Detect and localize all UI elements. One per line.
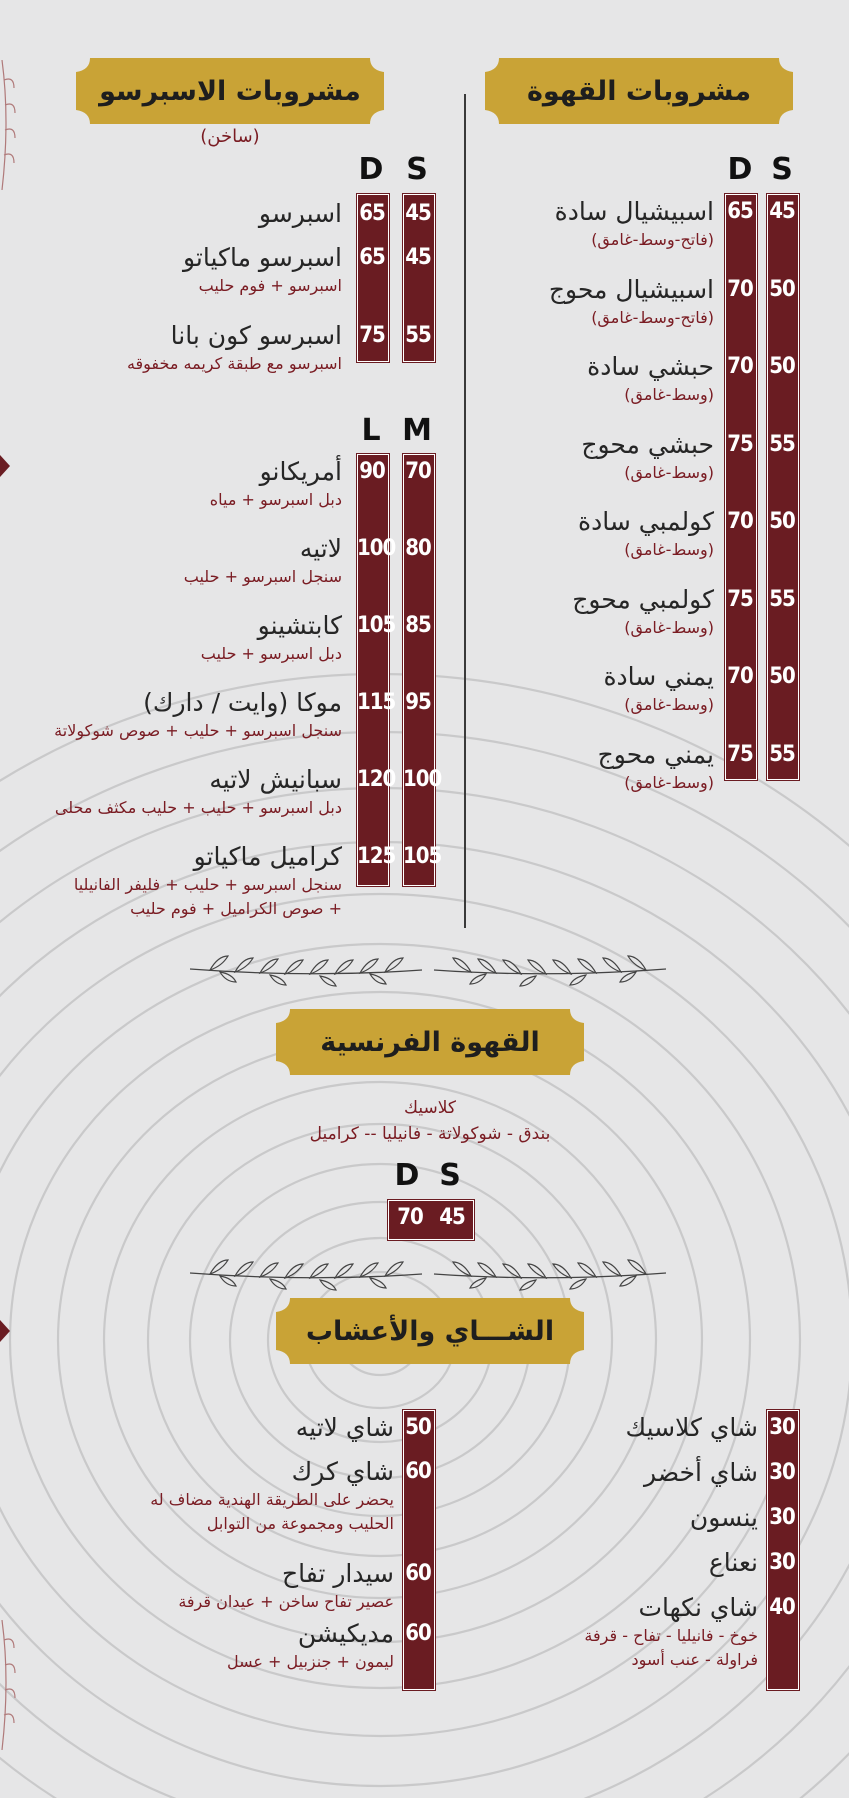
coffee-item-name: يمني محوج [597, 739, 714, 769]
coffee-price-s: 55 [769, 741, 795, 767]
espresso-item-description: سنجل اسبرسو + حليب + فليفر الفانيليا [73, 875, 342, 894]
espresso-item-description: سنجل اسبرسو + حليب + صوص شوكولاتة [54, 721, 342, 740]
coffee-item-options: (وسط-غامق) [624, 462, 714, 482]
tea-menu-item [178, 1558, 394, 1614]
tea-price: 30 [769, 1550, 795, 1575]
tea-item-name: شاي كرك [291, 1457, 394, 1486]
tea-price: 60 [405, 1459, 431, 1484]
espresso-item-description: سنجل اسبرسو + حليب [183, 567, 342, 586]
coffee-menu-item [587, 351, 714, 407]
tea-item-name: سيدار تفاح [282, 1559, 394, 1588]
tea-item-name: شاي أخضر [644, 1458, 758, 1487]
tea-price: 60 [405, 1621, 431, 1646]
coffee-title-text: مشروبات القهوة [526, 75, 752, 107]
coffee-price-d: 70 [727, 509, 753, 534]
tea-menu-item [626, 1412, 758, 1444]
espresso-menu-item [74, 841, 342, 921]
coffee-size-header-s: S [771, 152, 793, 187]
tea-left-price-strip [403, 1410, 435, 1690]
tea-item-description: ليمون + جنزبيل + عسل [226, 1652, 394, 1671]
tea-menu-item [296, 1412, 394, 1444]
espresso-menu-item [201, 610, 342, 666]
tea-menu-item [690, 1502, 758, 1534]
tea-item-name: ينسون [689, 1503, 758, 1532]
tea-price: 50 [405, 1415, 431, 1440]
tea-item-name: شاي كلاسيك [625, 1413, 758, 1442]
espresso-item-name: كابتشينو [257, 611, 342, 640]
coffee-section-title [485, 58, 793, 124]
laurel-divider [190, 1254, 666, 1292]
coffee-price-s: 50 [769, 276, 795, 302]
coffee-price-d: 75 [727, 431, 753, 457]
tea-item-description: الحليب ومجموعة من التوابل [206, 1514, 394, 1533]
espresso-price-d: 65 [359, 245, 385, 270]
espresso-menu-item [54, 687, 342, 743]
espresso-price-m: 85 [405, 613, 431, 638]
french-price-s: 45 [439, 1205, 465, 1230]
coffee-item-name: كولمبي محوج [572, 584, 714, 614]
espresso-price-m: 80 [405, 536, 431, 561]
espresso-price-m: 100 [403, 767, 442, 792]
tea-menu-item [709, 1547, 758, 1579]
tea-price: 30 [769, 1460, 795, 1485]
tea-menu-item [584, 1592, 758, 1672]
espresso-item-description: دبل اسبرسو + حليب + حليب مكثف محلى [54, 798, 342, 817]
coffee-item-options: (وسط-غامق) [624, 617, 714, 637]
coffee-price-d: 70 [727, 276, 753, 302]
espresso-price-d: 65 [359, 201, 385, 226]
french-size-header-s: S [439, 1158, 461, 1193]
espresso-section-title [76, 58, 384, 124]
espresso-item-name: موكا (وايت / دارك) [143, 688, 342, 717]
french-coffee-flavors: بندق - شوكولاتة - فانيليا -- كراميل [309, 1124, 551, 1144]
french-coffee-classic: كلاسيك [404, 1098, 456, 1118]
coffee-price-s: 45 [769, 199, 795, 224]
coffee-menu-item [555, 196, 714, 252]
leaf-edge-decoration-top [0, 60, 20, 190]
espresso-size-header-s: S [406, 152, 428, 187]
espresso-item-description: اسبرسو + فوم حليب [198, 276, 342, 295]
coffee-price-d: 75 [727, 586, 753, 612]
espresso-price-l: 105 [357, 613, 396, 638]
coffee-item-options: (وسط-غامق) [624, 695, 714, 714]
coffee-item-options: (فاتح-وسط-غامق) [591, 307, 714, 327]
coffee-price-s: 55 [769, 431, 795, 457]
espresso-size-header-l: L [361, 413, 381, 448]
espresso-menu-item [127, 320, 342, 376]
french-size-header-d: D [394, 1158, 420, 1193]
coffee-menu-item [603, 661, 714, 717]
espresso-price-l: 125 [357, 844, 396, 869]
coffee-menu-item [572, 584, 714, 640]
tea-item-name: شاي نكهات [638, 1593, 758, 1622]
coffee-price-d: 70 [727, 664, 753, 689]
espresso-price-l: 100 [357, 536, 396, 561]
espresso-item-description: اسبرسو مع طبقة كريمه مخفوقه [126, 354, 342, 373]
espresso-menu-item [259, 198, 342, 230]
espresso-item-description: دبل اسبرسو + مياه [209, 490, 342, 509]
espresso-title-text: مشروبات الاسبرسو [99, 75, 361, 107]
espresso-price-l: 115 [357, 690, 396, 715]
espresso-menu-item [183, 242, 342, 298]
laurel-divider [190, 950, 666, 988]
espresso-menu-item [55, 764, 342, 820]
coffee-item-options: (فاتح-وسط-غامق) [591, 230, 714, 249]
tea-price: 30 [769, 1415, 795, 1440]
coffee-price-s: 55 [769, 586, 795, 612]
tea-item-description: خوخ - فانيليا - تفاح - قرفة [584, 1626, 758, 1645]
espresso-item-description: دبل اسبرسو + حليب [200, 644, 342, 663]
espresso-price-s: 45 [405, 201, 431, 226]
ornament-edge-icon [0, 1320, 14, 1342]
espresso-price-l: 120 [357, 767, 396, 792]
coffee-item-options: (وسط-غامق) [624, 540, 714, 559]
espresso-menu-item [210, 456, 342, 512]
espresso-price-s: 55 [405, 323, 431, 348]
coffee-item-name: كولمبي سادة [577, 507, 714, 536]
tea-menu-item [150, 1456, 394, 1536]
espresso-menu-item [184, 533, 342, 589]
espresso-price-m: 70 [405, 459, 431, 484]
espresso-item-name: اسبرسو ماكياتو [183, 243, 342, 272]
leaf-edge-decoration-bottom [0, 1620, 20, 1750]
coffee-item-name: حبشي سادة [587, 352, 714, 381]
espresso-size-header-m: M [402, 413, 432, 448]
coffee-menu-item [581, 429, 714, 485]
coffee-menu-item [598, 739, 714, 795]
column-divider [464, 94, 466, 928]
espresso-m-price-strip [403, 454, 442, 886]
coffee-price-d: 70 [727, 354, 753, 379]
coffee-price-s: 50 [769, 664, 795, 689]
tea-title-text: الشـــاي والأعشاب [305, 1315, 555, 1347]
espresso-price-l: 90 [359, 459, 385, 484]
french-price-d: 70 [397, 1205, 423, 1230]
espresso-price-m: 95 [405, 690, 431, 715]
coffee-size-header-d: D [727, 152, 753, 187]
tea-price: 60 [405, 1561, 431, 1586]
espresso-item-name: اسبرسو [258, 199, 342, 228]
tea-item-description: عصير تفاح ساخن + عيدان قرفة [178, 1592, 394, 1611]
tea-section-title [276, 1298, 584, 1364]
espresso-item-name: سبانيش لاتيه [209, 765, 342, 794]
french-coffee-section-title [276, 1009, 584, 1075]
ornament-edge-icon [0, 455, 14, 477]
espresso-price-m: 105 [403, 844, 442, 869]
tea-price: 40 [769, 1595, 795, 1620]
coffee-item-name: اسبيشيال محوج [548, 274, 714, 304]
espresso-item-name: كراميل ماكياتو [193, 842, 342, 871]
coffee-item-name: يمني سادة [603, 662, 714, 691]
tea-item-description: فراولة - عنب أسود [631, 1650, 758, 1669]
tea-item-description: يحضر على الطريقة الهندية مضاف له [150, 1490, 394, 1509]
coffee-price-s: 50 [769, 354, 795, 379]
espresso-item-name: اسبرسو كون بانا [170, 321, 342, 350]
espresso-size-header-d: D [358, 152, 384, 187]
coffee-item-options: (وسط-غامق) [624, 385, 714, 404]
espresso-price-s: 45 [405, 245, 431, 270]
coffee-price-s: 50 [769, 509, 795, 534]
coffee-price-d: 65 [727, 199, 753, 224]
coffee-menu-item [549, 274, 714, 330]
coffee-item-name: حبشي محوج [581, 429, 714, 459]
coffee-item-options: (وسط-غامق) [624, 772, 714, 792]
tea-price: 30 [769, 1505, 795, 1530]
espresso-item-description: + صوص الكراميل + فوم حليب [130, 899, 342, 918]
tea-menu-item [227, 1618, 394, 1674]
tea-item-name: نعناع [708, 1548, 758, 1577]
espresso-item-name: لاتيه [299, 534, 342, 563]
tea-item-name: شاي لاتيه [295, 1413, 394, 1442]
tea-menu-item [644, 1457, 758, 1489]
espresso-price-d: 75 [359, 323, 385, 348]
french-coffee-title-text: القهوة الفرنسية [320, 1026, 540, 1058]
coffee-menu-item [578, 506, 714, 562]
espresso-note: (ساخن) [200, 126, 260, 147]
coffee-price-d: 75 [727, 741, 753, 767]
coffee-item-name: اسبيشيال سادة [554, 197, 714, 226]
espresso-item-name: أمريكانو [259, 457, 342, 486]
tea-item-name: مديكيشن [297, 1619, 394, 1648]
espresso-l-price-strip [357, 454, 396, 886]
